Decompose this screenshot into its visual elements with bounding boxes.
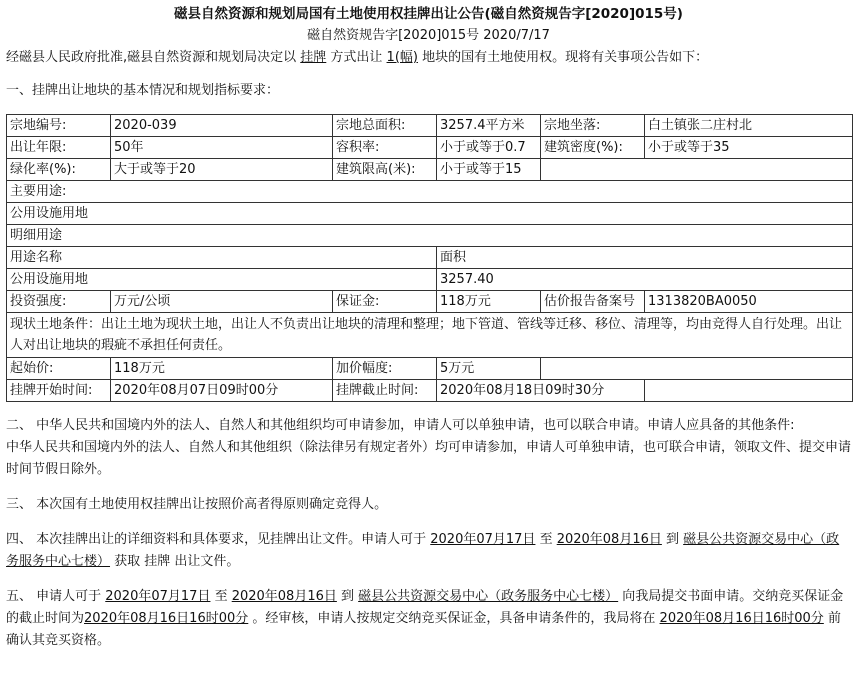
increment-value: 5万元 [437, 358, 541, 380]
table-row [7, 181, 853, 203]
main-use-value: 公用设施用地 [7, 203, 853, 225]
green-label: 绿化率(%): [7, 159, 111, 181]
listing-start-label: 挂牌开始时间: [7, 380, 111, 402]
increment-label: 加价幅度: [333, 358, 437, 380]
start-price-label: 起始价: [7, 358, 111, 380]
section-2-line2: 中华人民共和国境内外的法人、自然人和其他组织（除法律另有规定者外）均可申请参加，申请人可单独申请，也可联合申请，领取文件、提交申请时间节假日除外。 [6, 440, 852, 477]
section-3: 三、 本次国有土地使用权挂牌出让按照价高者得原则确定竞得人。 [6, 497, 388, 512]
appraisal-value: 1313820BA0050 [645, 291, 853, 313]
investment-label: 投资强度: [7, 291, 111, 313]
date-to-link[interactable]: 2020年08月16日 [556, 532, 662, 547]
total-area-label: 宗地总面积: [333, 115, 437, 137]
far-label: 容积率: [333, 137, 437, 159]
height-value: 小于或等于15 [437, 159, 541, 181]
date-to-link[interactable]: 2020年08月16日 [231, 589, 337, 604]
height-label: 建筑限高(米): [333, 159, 437, 181]
table-row [7, 203, 853, 225]
section-1-heading: 一、挂牌出让地块的基本情况和规划指标要求： [6, 83, 280, 98]
place-link[interactable]: 磁县公共资源交易中心（政务服务中心七楼） [6, 532, 840, 569]
place-link[interactable]: 磁县公共资源交易中心（政务服务中心七楼） [358, 589, 619, 604]
parcel-info-table [6, 114, 853, 402]
table-row [7, 137, 853, 159]
section-4: 四、 本次挂牌出让的详细资料和具体要求，见挂牌出让文件。申请人可于 2020年07月17日 至 2020年08月16日 到 磁县公共资源交易中心（政务服务中心七楼） 获取 挂牌 出让文件。 [6, 532, 840, 569]
area-header: 面积 [437, 247, 853, 269]
table-row [7, 291, 853, 313]
listing-end-label: 挂牌截止时间: [333, 380, 437, 402]
term-label: 出让年限: [7, 137, 111, 159]
use-area-value: 3257.40 [437, 269, 853, 291]
location-value: 白土镇张二庄村北 [645, 115, 853, 137]
table-row [7, 247, 853, 269]
table-row [7, 159, 853, 181]
use-name-value: 公用设施用地 [7, 269, 437, 291]
empty-cell [541, 358, 853, 380]
land-status: 现状土地条件：出让土地为现状土地，出让人不负责出让地块的清理和整理；地下管道、管线等迁移、移位、清理等，均由竞得人自行处理。出让人对出让地块的瑕疵不承担任何责任。 [7, 313, 853, 358]
term-value: 50年 [111, 137, 333, 159]
section-2 [6, 415, 851, 481]
confirm-time-link[interactable]: 2020年08月16日16时00分 [659, 611, 824, 626]
start-price-value: 118万元 [111, 358, 333, 380]
date-from-link[interactable]: 2020年07月17日 [430, 532, 536, 547]
detail-use-label: 明细用途 [7, 225, 853, 247]
total-area-value: 3257.4平方米 [437, 115, 541, 137]
page-title: 磁县自然资源和规划局国有土地使用权挂牌出让公告(磁自然资规告字[2020]015号) [174, 6, 683, 22]
parcel-no-value: 2020-039 [111, 115, 333, 137]
density-value: 小于或等于35 [645, 137, 853, 159]
location-label: 宗地坐落: [541, 115, 645, 137]
parcel-count: 1(幅) [386, 50, 418, 65]
deposit-value: 118万元 [437, 291, 541, 313]
density-label: 建筑密度(%): [541, 137, 645, 159]
main-use-label: 主要用途: [7, 181, 853, 203]
far-value: 小于或等于0.7 [437, 137, 541, 159]
use-name-header: 用途名称 [7, 247, 437, 269]
parcel-no-label: 宗地编号: [7, 115, 111, 137]
investment-value: 万元/公顷 [111, 291, 333, 313]
appraisal-label: 估价报告备案号 [541, 291, 645, 313]
date-from-link[interactable]: 2020年07月17日 [105, 589, 211, 604]
table-row [7, 380, 853, 402]
table-row [7, 225, 853, 247]
section-5: 五、 申请人可于 2020年07月17日 至 2020年08月16日 到 磁县公共资源交易中心（政务服务中心七楼） 向我局提交书面申请。交纳竞买保证金的截止时间为2020年08月16日16时00分 。经审核，申请人按规定交纳竞买保证金，具备申请条件的，我局将在 2020年08月16日16时00分 前确认其竞买资格。 [6, 589, 844, 648]
document-number: 磁自然资规告字[2020]015号 2020/7/17 [307, 28, 550, 43]
table-row [7, 358, 853, 380]
intro-paragraph: 经磁县人民政府批准,磁县自然资源和规划局决定以 挂牌 方式出让 1(幅) 地块的国有土地使用权。现将有关事项公告如下： [6, 50, 709, 65]
empty-cell [541, 159, 853, 181]
empty-cell [645, 380, 853, 402]
transfer-mode: 挂牌 [300, 50, 327, 65]
listing-end-value: 2020年08月18日09时30分 [437, 380, 645, 402]
deposit-deadline-link[interactable]: 2020年08月16日16时00分 [84, 611, 249, 626]
section-2-line1: 二、 中华人民共和国境内外的法人、自然人和其他组织均可申请参加，申请人可以单独申请，也可以联合申请。申请人应具备的其他条件: [6, 418, 795, 433]
table-row [7, 313, 853, 358]
table-row [7, 115, 853, 137]
deposit-label: 保证金: [333, 291, 437, 313]
green-value: 大于或等于20 [111, 159, 333, 181]
listing-start-value: 2020年08月07日09时00分 [111, 380, 333, 402]
table-row [7, 269, 853, 291]
